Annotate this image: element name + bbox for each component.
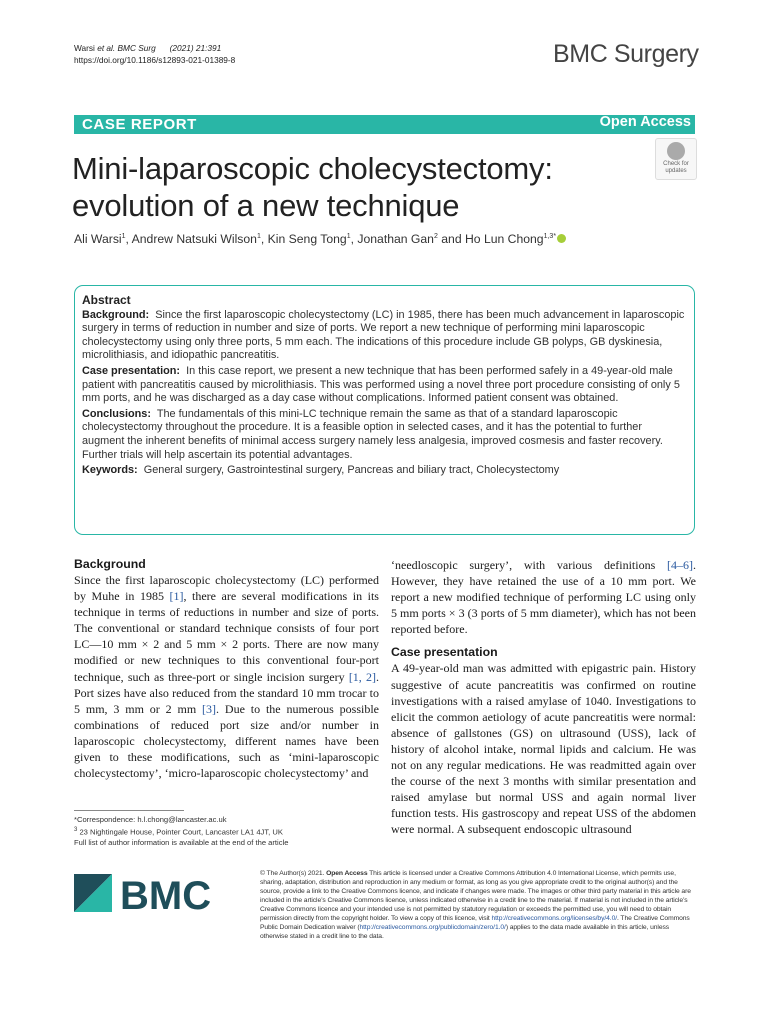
abstract-keywords: Keywords: General surgery, Gastrointestinal surgery, Pancreas and biliary tract, Cholecystectomy bbox=[82, 464, 560, 477]
check-updates-icon bbox=[667, 142, 685, 160]
abstract-background: Background: Since the first laparoscopic cholecystectomy (LC) in 1985, there has been much advancement in laparoscopic surgery in terms of reduction in number and size of ports. We report a new technique of performing mini laparoscopic cholecystectomy using only three ports, 5 mm each. The indications of this procedure include GB polyps, GB dyskinesia, microlithiasis, and idiopathic pancreatitis. bbox=[82, 308, 685, 362]
footnotes bbox=[74, 815, 379, 849]
author-info-note: Full list of author information is available at the end of the article bbox=[74, 838, 289, 848]
reference-link[interactable]: [3] bbox=[202, 701, 217, 716]
case-presentation-paragraph: A 49-year-old man was admitted with epigastric pain. History suggestive of acute pancreatitis was confirmed on routine investigations with a raised amylase of 1040. Investigations to elicit the common aetiology of acute pancreatitis were normal: absence of gallstones (GS) on ultrasound (USS), lack of history of alcohol intake, normal lipids and calcium. He was not on any regular medications. He was readmitted again over the course of the next 3 months with similar presentation and raised amylase but normal USS and again normal liver function tests. His gastroscopy and repeat USS of the abdomen were normal. A subsequent endoscopic ultrasound bbox=[391, 661, 696, 837]
citation-header bbox=[74, 42, 235, 66]
logo-text: BMC bbox=[120, 874, 212, 918]
author[interactable]: Jonathan Gan bbox=[357, 232, 434, 246]
article-title: Mini-laparoscopic cholecystectomy: evolution of a new technique bbox=[72, 151, 553, 223]
correspondence: *Correspondence: h.l.chong@lancaster.ac.uk bbox=[74, 815, 227, 824]
author[interactable]: Ho Lun Chong bbox=[464, 232, 544, 246]
body-column-right bbox=[391, 557, 696, 838]
body-column-left bbox=[74, 557, 379, 781]
reference-link[interactable]: [1] bbox=[169, 589, 184, 604]
reference-link[interactable]: [1, 2] bbox=[348, 669, 376, 684]
check-for-updates-badge[interactable]: Check for updates bbox=[655, 138, 697, 180]
author[interactable]: Andrew Natsuki Wilson bbox=[131, 232, 257, 246]
doi-link[interactable]: https://doi.org/10.1186/s12893-021-01389-8 bbox=[74, 55, 236, 65]
public-domain-link[interactable]: http://creativecommons.org/publicdomain/zero/1.0/ bbox=[359, 924, 506, 931]
abstract-case-presentation: Case presentation: In this case report, we present a new technique that has been performed safely in a 49-year-old male patient with pancreatitis caused by microlithiasis. This was performed using a novel three port procedure consisting of only 5 mm ports, and he was discharged as a day case without complications. Informed patient consent was obtained. bbox=[82, 364, 680, 405]
case-presentation-heading: Case presentation bbox=[391, 645, 498, 660]
author-list: Ali Warsi$^1$, Andrew Natsuki Wilson$^1$, Kin Seng Tong$^1$, Jonathan Gan$^2$ and Ho Lun Chong$^{1,3*}$ bbox=[74, 232, 674, 246]
abstract-conclusions: Conclusions: The fundamentals of this mini-LC technique remain the same as that of a standard laparoscopic cholecystectomy throughout the procedure. It is a feasible option in selected cases, and it has the potential to further augment the inherent benefits of minimal access surgery namely less analgesia, improved cosmesis and faster recovery. Further trials will help ascertain its potential advantages. bbox=[82, 407, 663, 461]
article-type-bar bbox=[74, 115, 695, 134]
open-access-label: Open Access bbox=[599, 114, 691, 130]
author[interactable]: Kin Seng Tong bbox=[267, 232, 347, 246]
abstract-box bbox=[74, 285, 695, 535]
bmc-logo bbox=[74, 872, 214, 918]
author[interactable]: Ali Warsi bbox=[74, 232, 122, 246]
footnote-divider bbox=[74, 810, 184, 811]
background-paragraph: Since the first laparoscopic cholecystectomy (LC) performed by Muhe in 1985 [1], there are several modifications in its technique in terms of reductions in number and size of ports. The conventional or standard technique consists of four port LC—10 mm × 2 and 5 mm × 2 ports. There are now many modified or new techniques to this conventional four-port technique, such as three-port or single incision surgery [1, 2]. Port sizes have also reduced from the standard 10 mm trocar to 5 mm, 3 mm or 2 mm [3]. Due to the numerous possible combinations of reduced port size and/or number in laparoscopic cholecystectomy, different names have been given to these modifications, such as ‘mini-laparoscopic cholecystectomy’, ‘micro-laparoscopic cholecystectomy’ and bbox=[74, 573, 380, 781]
journal-title: BMC Surgery bbox=[553, 40, 699, 68]
license-text: © The Author(s) 2021. Open Access This article is licensed under a Creative Commons Attribution 4.0 International License, which permits use, sharing, adaptation, distribution and reproduction in any medium or format, as long as you give appropriate credit to the original author(s) and the source, provide a link to the Creative Commons licence, and indicate if changes were made. The images or other third party material in this article are included in the article’s Creative Commons licence, unless indicated otherwise in a credit line to the material. If material is not included in the article’s Creative Commons licence and your intended use is not permitted by statutory regulation or exceeds the permitted use, you will need to obtain permission directly from the copyright holder. To view a copy of this licence, visit http://creativecommons.org/licenses/by/4.0/. The Creative Commons Public Domain Dedication waiver (http://creativecommons.org/publicdomain/zero/1.0/) applies to the data made available in this article, unless otherwise stated in a credit line to the data. bbox=[260, 870, 691, 940]
license-link[interactable]: http://creativecommons.org/licenses/by/4.0/ bbox=[491, 915, 617, 922]
background-heading: Background bbox=[74, 557, 146, 571]
article-type: CASE REPORT bbox=[82, 116, 197, 133]
citation-line: Warsi et al. BMC Surg (2021) 21:391 bbox=[74, 43, 222, 53]
address: $^3$ 23 Nightingale House, Pointer Court, Lancaster LA1 4JT, UK bbox=[74, 827, 283, 837]
background-continued: ‘needloscopic surgery’, with various definitions [4–6]. However, they have retained the use of a 10 mm port. We report a new modified technique of performing LC using only 5 mm ports × 3 (3 ports of 5 mm diameter), which has not been reported before. bbox=[391, 558, 696, 637]
orcid-icon[interactable] bbox=[557, 234, 566, 243]
abstract-heading: Abstract bbox=[82, 293, 131, 307]
reference-link[interactable]: [4–6] bbox=[667, 558, 693, 572]
